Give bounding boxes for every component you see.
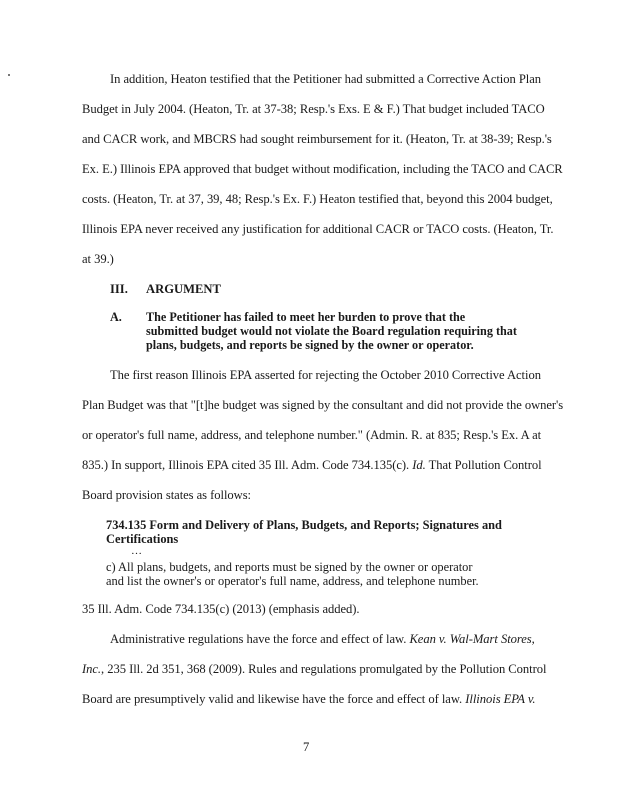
paragraph-2-line-5: Board provision states as follows: (82, 488, 251, 502)
paragraph-3-line-3-text: Board are presumptively valid and likewise have the force and effect of law. (82, 692, 463, 706)
paragraph-1-line-3: and CACR work, and MBCRS had sought reimbursement for it. (Heaton, Tr. at 38-39; Resp.'s (82, 132, 552, 146)
paragraph-2-line-4-text: 835.) In support, Illinois EPA cited 35 Ill. Adm. Code 734.135(c). (82, 458, 410, 472)
case-name-illinois-epa: Illinois EPA v. (465, 692, 536, 706)
paragraph-3-line-2-text: , 235 Ill. 2d 351, 368 (2009). Rules and regulations promulgated by the Pollution Control (101, 662, 547, 676)
id-citation: Id. (412, 458, 426, 472)
paragraph-3-line-1-text: Administrative regulations have the force and effect of law. (110, 632, 407, 646)
paragraph-2-line-1: The first reason Illinois EPA asserted for rejecting the October 2010 Corrective Action (110, 368, 541, 382)
paragraph-2-line-4 (82, 458, 542, 473)
paragraph-1-line-7: at 39.) (82, 252, 114, 266)
paragraph-1-line-4: Ex. E.) Illinois EPA approved that budget without modification, including the TACO and CACR (82, 162, 563, 176)
subsection-line-2: submitted budget would not violate the Board regulation requiring that (146, 324, 517, 338)
quote-heading-line-1: 734.135 Form and Delivery of Plans, Budgets, and Reports; Signatures and (106, 518, 502, 532)
page-number: 7 (303, 740, 310, 754)
subsection-line-3: plans, budgets, and reports be signed by the owner or operator. (146, 338, 474, 352)
quote-heading-line-2: Certifications (106, 532, 179, 546)
paragraph-3-line-2 (82, 662, 546, 677)
section-number: III. (110, 282, 128, 296)
paragraph-1-line-5: costs. (Heaton, Tr. at 37, 39, 48; Resp.'s Ex. F.) Heaton testified that, beyond this 2004 budget, (82, 192, 553, 206)
subsection-line-1: The Petitioner has failed to meet her burden to prove that the (146, 310, 466, 324)
paragraph-2-line-3: or operator's full name, address, and telephone number." (Admin. R. at 835; Resp.'s Ex. A at (82, 428, 542, 442)
paragraph-3-line-1 (110, 632, 535, 647)
subsection-letter: A. (110, 310, 122, 324)
paragraph-3-line-3 (82, 692, 536, 707)
scan-speck (8, 74, 10, 76)
case-name-kean: Kean v. Wal-Mart Stores, (409, 632, 535, 646)
quote-body-line-2: and list the owner's or operator's full name, address, and telephone number. (106, 574, 479, 588)
case-name-inc: Inc. (82, 662, 102, 676)
section-title: ARGUMENT (146, 282, 221, 296)
quote-body-line-1: c) All plans, budgets, and reports must be signed by the owner or operator (106, 560, 473, 574)
paragraph-1-line-2: Budget in July 2004. (Heaton, Tr. at 37-38; Resp.'s Exs. E & F.) That budget included TACO (82, 102, 545, 116)
paragraph-2-line-2: Plan Budget was that "[t]he budget was signed by the consultant and did not provide the owner's (82, 398, 564, 412)
citation-line: 35 Ill. Adm. Code 734.135(c) (2013) (emphasis added). (82, 602, 360, 616)
paragraph-2-line-4-tail: That Pollution Control (425, 458, 542, 472)
quote-ellipsis: … (131, 545, 142, 557)
paragraph-1-line-6: Illinois EPA never received any justification for additional CACR or TACO costs. (Heaton, Tr. (82, 222, 554, 236)
paragraph-1-line-1: In addition, Heaton testified that the Petitioner had submitted a Corrective Action Plan (110, 72, 542, 86)
